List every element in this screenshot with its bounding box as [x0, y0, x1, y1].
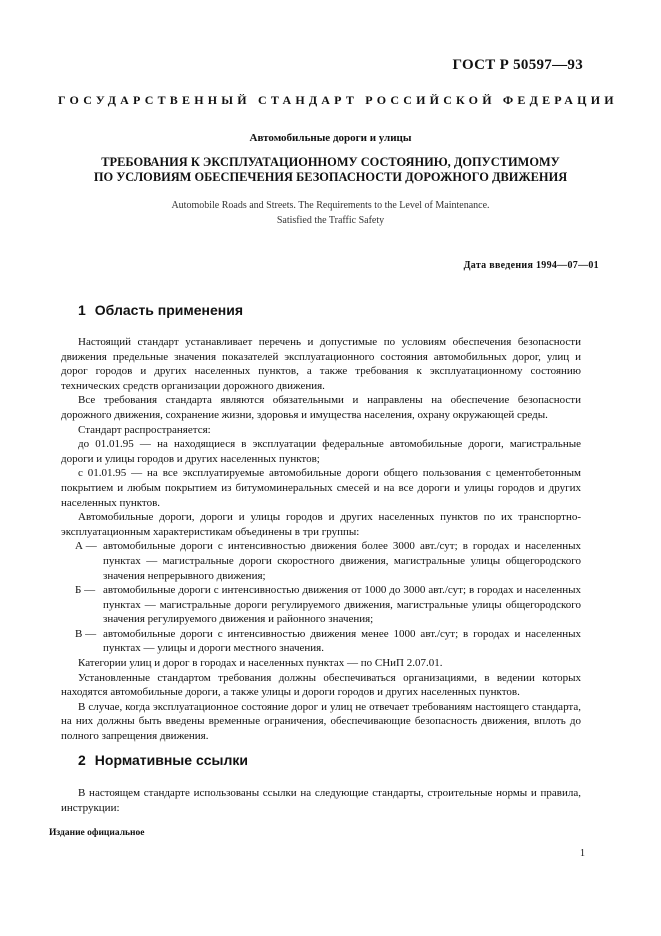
document-title [58, 155, 603, 185]
section-2-number: 2 [78, 752, 86, 768]
page-number: 1 [580, 848, 585, 859]
english-title-line-1: Automobile Roads and Streets. The Requirements to the Level of Maintenance. [171, 200, 490, 211]
group-letter: В — [75, 627, 97, 640]
title-line-1: ТРЕБОВАНИЯ К ЭКСПЛУАТАЦИОННОМУ СОСТОЯНИЮ, ДОПУСТИМОМУ [101, 155, 560, 169]
group-letter: А — [75, 540, 97, 553]
road-group-item [61, 627, 581, 656]
paragraph: Категории улиц и дорог в городах и населенных пунктах — по СНиП 2.07.01. [78, 657, 443, 670]
road-groups-list [61, 539, 581, 656]
group-text: автомобильные дороги с интенсивностью движения от 1000 до 3000 авт./сут; в городах и населенных пунктах — магистральные дороги регулируемого движения, магистральные улицы общегородского значения регулируемого движения и районного значения; [103, 584, 581, 626]
section-2-title: Нормативные ссылки [94, 752, 248, 768]
section-2-body [61, 786, 581, 815]
introduction-date: Дата введения 1994—07—01 [463, 260, 599, 271]
publication-note: Издание официальное [49, 828, 145, 838]
paragraph: Все требования стандарта являются обязательными и направлены на обеспечение безопасности дорожного движения, сохранение жизни, здоровья и имущества населения, охрану окружающей среды. [61, 394, 581, 421]
section-1-title: Область применения [94, 302, 244, 318]
paragraph: Автомобильные дороги, дороги и улицы городов и других населенных пунктов по их транспортно-эксплуатационным характеристикам объединены в три группы: [61, 511, 581, 538]
paragraph: В настоящем стандарте использованы ссылки на следующие стандарты, строительные нормы и правила, инструкции: [61, 787, 581, 814]
road-group-item [61, 583, 581, 627]
document-code: ГОСТ Р 50597—93 [452, 57, 583, 73]
group-text: автомобильные дороги с интенсивностью движения менее 1000 авт./сут; в городах и населенных пунктах — улицы и дороги местного значения. [103, 627, 581, 655]
section-1-heading [78, 302, 243, 318]
section-1-body [61, 335, 581, 744]
section-1-number: 1 [78, 302, 86, 318]
english-title [58, 199, 603, 228]
paragraph: Стандарт распространяется: [78, 423, 211, 436]
paragraph: Установленные стандартом требования должны обеспечиваться организациями, в ведении которых находятся автомобильные дороги, а также улицы и дороги городов и других населенных пунктов. [61, 671, 581, 699]
section-2-heading [78, 752, 248, 768]
road-group-item [61, 539, 581, 583]
group-text: автомобильные дороги с интенсивностью движения более 3000 авт./сут; в городах и населенных пунктах — магистральные дороги скоростного движения, магистральные улицы общегородского значения непрерывного движения; [103, 540, 581, 582]
paragraph: В случае, когда эксплуатационное состояние дорог и улиц не отвечает требованиям настоящего стандарта, на них должны быть введены временные ограничения, обеспечивающие безопасность движения, вплоть до полного запрещения движения. [61, 700, 581, 743]
state-standard-header: ГОСУДАРСТВЕННЫЙ СТАНДАРТ РОССИЙСКОЙ ФЕДЕРАЦИИ [58, 93, 618, 107]
english-title-line-2: Satisfied the Traffic Safety [276, 214, 385, 226]
document-subtitle: Автомобильные дороги и улицы [249, 132, 412, 144]
paragraph: до 01.01.95 — на находящиеся в эксплуатации федеральные автомобильные дороги, магистральные дороги и улицы городов и других населенных пунктов; [61, 438, 581, 465]
group-letter: Б — [75, 584, 96, 597]
paragraph: Настоящий стандарт устанавливает перечень и допустимые по условиям обеспечения безопасности движения предельные значения показателей эксплуатационного состояния автомобильных дорог, улиц и дорог городов и других населенных пунктов, а также требования к эксплуатационному состоянию технических средств организации дорожного движения. [61, 336, 581, 392]
title-line-2: ПО УСЛОВИЯМ ОБЕСПЕЧЕНИЯ БЕЗОПАСНОСТИ ДОРОЖНОГО ДВИЖЕНИЯ [93, 170, 568, 184]
paragraph: с 01.01.95 — на все эксплуатируемые автомобильные дороги общего пользования с цементобетонным покрытием и любым покрытием из битумоминеральных смесей и на все дороги и улицы городов и других населенных пунктов. [61, 467, 581, 509]
